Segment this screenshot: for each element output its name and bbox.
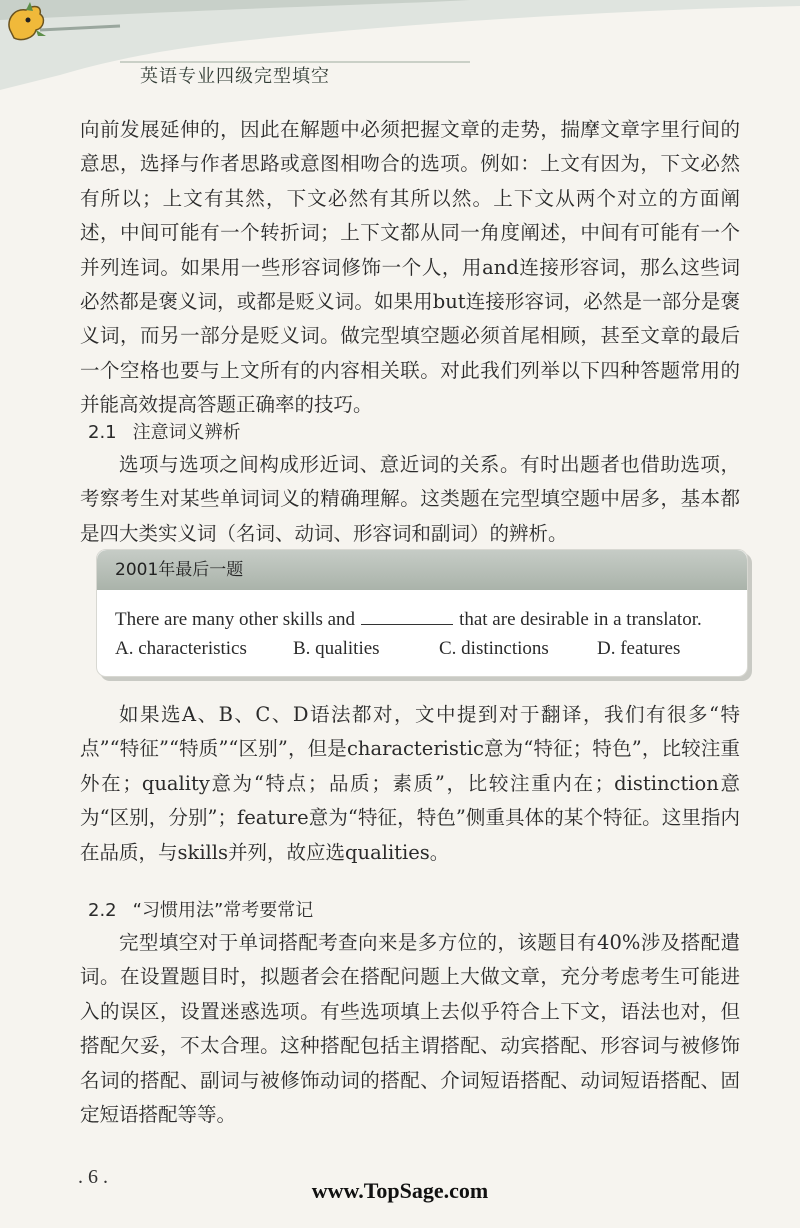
section-heading-2-2	[88, 896, 313, 922]
section-2-1-paragraph	[80, 448, 740, 551]
section-number: 2.2	[88, 900, 117, 921]
section-title: 注意词义辨析	[132, 422, 241, 443]
section-number: 2.1	[88, 422, 117, 443]
option-b: B. qualities	[293, 638, 380, 659]
explanation-text: 如果选A、B、C、D语法都对，文中提到对于翻译，我们有很多“特点”“特征”“特质”“区别”，但是characteristic意为“特征；特色”，比较注重外在；quality意为“特点；品质；素质”，比较注重内在；distinction意为“区别，分别”；feature意为“特征，特色”侧重具体的某个特征。这里指内在品质，与skills并列，故应选qualities。	[80, 703, 740, 864]
website-watermark: www.TopSage.com	[311, 1178, 489, 1203]
page-number: . 6 .	[78, 1166, 108, 1188]
option-d: D. features	[597, 638, 681, 659]
example-heading: 2001年最后一题	[97, 550, 747, 590]
example-question	[115, 606, 702, 631]
question-text-before: There are many other skills and	[115, 609, 356, 630]
section-2-1-text: 选项与选项之间构成形近词、意近词的关系。有时出题者也借助选项，考察考生对某些单词词义的精确理解。这类题在完型填空题中居多，基本都是四大类实义词（名词、动词、形容词和副词）的辨析。	[80, 453, 740, 545]
header-decoration	[0, 0, 800, 110]
header-band	[0, 0, 800, 110]
answer-blank	[361, 606, 453, 625]
option-a: A. characteristics	[115, 638, 247, 659]
question-text-after: that are desirable in a translator.	[459, 609, 702, 630]
dragon-mascot-icon	[0, 0, 50, 48]
option-c: C. distinctions	[439, 638, 549, 659]
intro-paragraph	[80, 113, 740, 423]
section-heading-2-1	[88, 418, 241, 444]
intro-text: 向前发展延伸的，因此在解题中必须把握文章的走势，揣摩文章字里行间的意思，选择与作者思路或意图相吻合的选项。例如：上文有因为，下文必然有所以；上文有其然，下文必然有其所以然。上下文从两个对立的方面阐述，中间可能有一个转折词；上下文都从同一角度阐述，中间有可能有一个并列连词。如果用一些形容词修饰一个人，用and连接形容词，那么这些词必然都是褒义词，或都是贬义词。如果用but连接形容词，必然是一部分是褒义词，而另一部分是贬义词。做完型填空题必须首尾相顾，甚至文章的最后一个空格也要与上文所有的内容相关联。对此我们列举以下四种答题常用的并能高效提高答题正确率的技巧。	[80, 118, 740, 417]
book-title: 英语专业四级完型填空	[140, 66, 330, 87]
explanation-paragraph	[80, 698, 740, 870]
section-2-2-paragraph	[80, 926, 740, 1132]
section-2-2-text: 完型填空对于单词搭配考查向来是多方位的，该题目有40%涉及搭配遣词。在设置题目时，拟题者会在搭配问题上大做文章，充分考虑考生可能进入的误区，设置迷惑选项。有些选项填上去似乎符合上下文，语法也对，但搭配欠妥，不太合理。这种搭配包括主谓搭配、动宾搭配、形容词与被修饰名词的搭配、副词与被修饰动词的搭配、介词短语搭配、动词短语搭配、固定短语搭配等等。	[80, 931, 740, 1127]
example-box	[96, 549, 748, 677]
section-title: “习惯用法”常考要常记	[132, 900, 314, 921]
